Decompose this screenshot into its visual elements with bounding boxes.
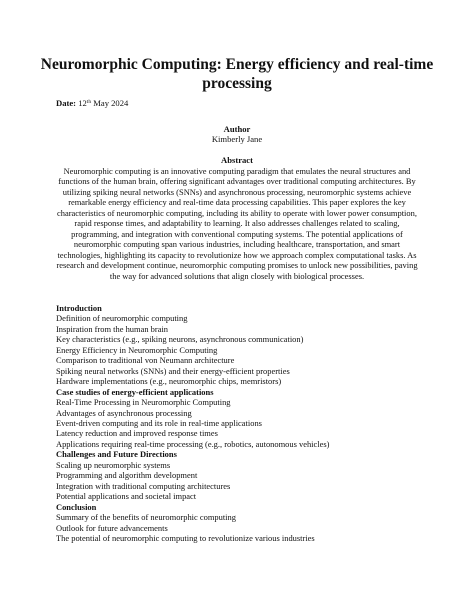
outline-item: Inspiration from the human brain bbox=[56, 323, 169, 334]
abstract-heading: Abstract bbox=[221, 155, 253, 165]
author-name: Kimberly Jane bbox=[211, 134, 263, 144]
date-suffix: th bbox=[86, 99, 92, 105]
date-rest: May 2024 bbox=[93, 98, 129, 108]
document-title: Neuromorphic Computing: Energy efficiency and real-time processing bbox=[40, 56, 434, 92]
outline-item: Definition of neuromorphic computing bbox=[56, 313, 188, 324]
outline-item: Latency reduction and improved response times bbox=[56, 428, 218, 439]
outline-section-heading: Introduction bbox=[56, 303, 102, 313]
outline-item: The potential of neuromorphic computing to revolutionize various industries bbox=[56, 532, 315, 543]
outline-item: Summary of the benefits of neuromorphic computing bbox=[56, 512, 236, 523]
outline-item: Programming and algorithm development bbox=[56, 470, 198, 481]
outline-item: Advantages of asynchronous processing bbox=[56, 407, 192, 418]
date-day: 12 bbox=[78, 98, 87, 108]
outline-item: Potential applications and societal impact bbox=[56, 491, 197, 502]
outline-item: Hardware implementations (e.g., neuromorphic chips, memristors) bbox=[56, 376, 282, 387]
outline-item: Spiking neural networks (SNNs) and their energy-efficient properties bbox=[56, 365, 290, 376]
outline-item: Outlook for future advancements bbox=[56, 522, 168, 533]
outline-item: Integration with traditional computing architectures bbox=[56, 480, 231, 491]
outline-section-heading: Conclusion bbox=[56, 501, 97, 512]
outline-section-heading: Case studies of energy-efficient applications bbox=[56, 386, 214, 397]
outline-section-heading: Challenges and Future Directions bbox=[56, 449, 177, 460]
abstract-text: Neuromorphic computing is an innovative computing paradigm that emulates the neural structures and functions of the human brain, offering significant advantages over traditional computing architectures. By utilizing spiking neural networks (SNNs) and asynchronous processing, neuromorphic systems achieve remarkable energy efficiency and real-time data processing capabilities. This paper explores the key characteristics of neuromorphic computing, including its ability to operate with lower power consumption, rapid response times, and adaptability to learning. It also addresses challenges related to scaling, programming, and integration with conventional computing systems. The potential applications of neuromorphic computing span various industries, including healthcare, transportation, and smart technologies, highlighting its capacity to revolutionize how we approach complex computational tasks. As research and development continue, neuromorphic computing promises to unlock new possibilities, paving the way for advanced solutions that align closely with biological processes. bbox=[56, 166, 418, 281]
outline-item: Real-Time Processing in Neuromorphic Computing bbox=[56, 397, 231, 408]
author-heading: Author bbox=[223, 124, 251, 134]
outline-item: Comparison to traditional von Neumann architecture bbox=[56, 355, 235, 366]
outline-item: Event-driven computing and its role in real-time applications bbox=[56, 417, 262, 428]
date-line bbox=[56, 98, 128, 109]
date-label: Date: bbox=[56, 98, 77, 108]
outline-item: Key characteristics (e.g., spiking neurons, asynchronous communication) bbox=[56, 334, 304, 345]
outline-item: Applications requiring real-time processing (e.g., robotics, autonomous vehicles) bbox=[56, 438, 330, 449]
outline-item: Energy Efficiency in Neuromorphic Computing bbox=[56, 344, 218, 355]
outline-item: Scaling up neuromorphic systems bbox=[56, 459, 171, 470]
outline-list bbox=[56, 303, 436, 543]
